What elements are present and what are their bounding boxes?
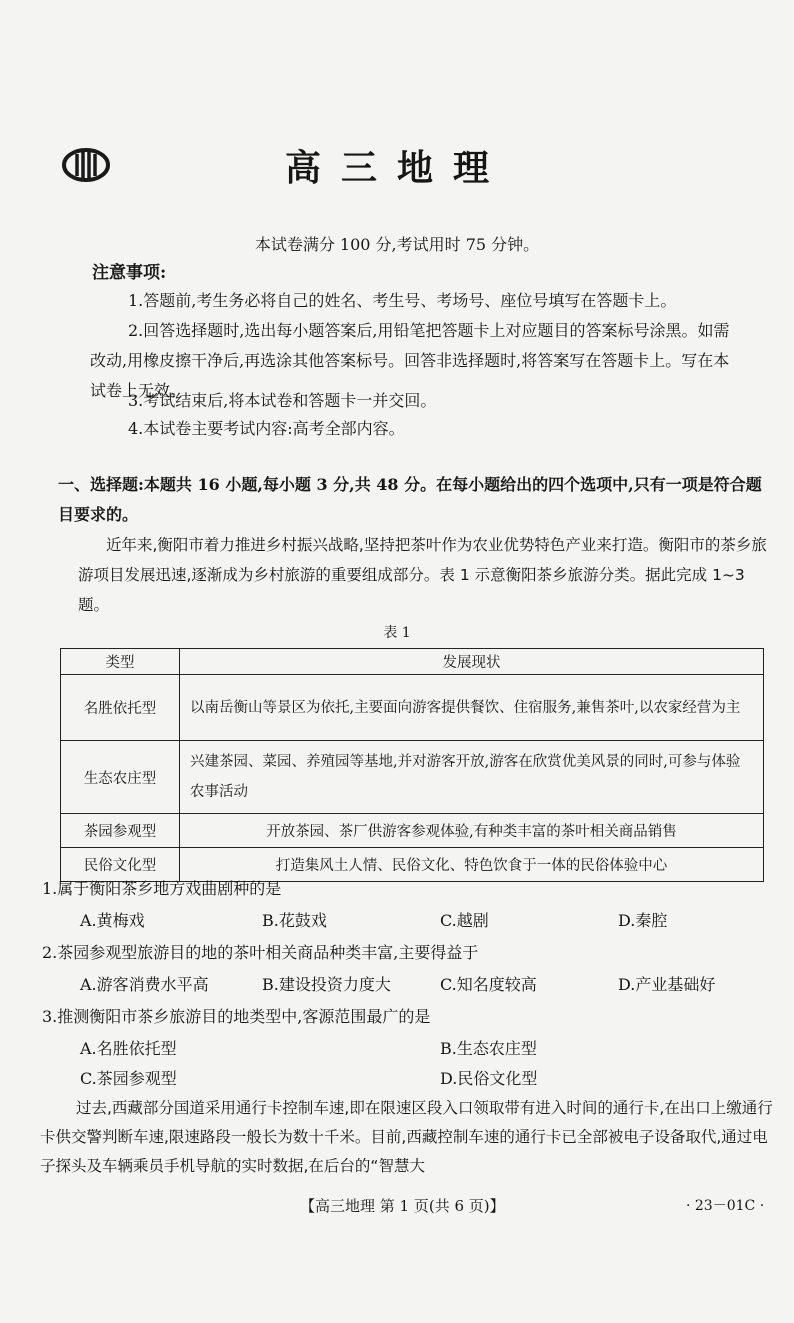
- question-3-option-b: B.生态农庄型: [440, 1039, 537, 1058]
- table-cell-type: 民俗文化型: [61, 848, 180, 882]
- table-header-type: 类型: [61, 649, 180, 675]
- table-row: [61, 814, 764, 848]
- table-cell-type: 生态农庄型: [61, 741, 180, 814]
- tourism-table: [60, 648, 764, 882]
- section-heading: 一、选择题:本题共 16 小题,每小题 3 分,共 48 分。在每小题给出的四个选项中,只有一项是符合题目要求的。: [58, 475, 762, 524]
- question-3-option-a: A.名胜依托型: [80, 1039, 177, 1058]
- question-2-option-d: D.产业基础好: [618, 975, 716, 994]
- question-1-stem: 1.属于衡阳茶乡地方戏曲剧种的是: [42, 879, 282, 898]
- notice-item-2: 2.回答选择题时,选出每小题答案后,用铅笔把答题卡上对应题目的答案标号涂黑。如需改动,用橡皮擦干净后,再选涂其他答案标号。回答非选择题时,将答案写在答题卡上。写在本试卷上无效。: [90, 321, 730, 400]
- question-2-option-b: B.建设投资力度大: [262, 975, 391, 994]
- question-3-option-d: D.民俗文化型: [440, 1069, 538, 1088]
- notice-title: 注意事项:: [92, 263, 167, 283]
- exam-code: · 23－01C ·: [686, 1198, 765, 1214]
- table-cell-desc: 兴建茶园、菜园、养殖园等基地,并对游客开放,游客在欣赏优美风景的同时,可参与体验农事活动: [180, 741, 764, 814]
- table-row: [61, 741, 764, 814]
- exam-subtitle: 本试卷满分 100 分,考试用时 75 分钟。: [254, 235, 540, 254]
- table-row: [61, 675, 764, 741]
- question-1-option-a: A.黄梅戏: [80, 911, 145, 930]
- question-3-stem: 3.推测衡阳市茶乡旅游目的地类型中,客源范围最广的是: [42, 1007, 431, 1026]
- table-cell-type: 茶园参观型: [61, 814, 180, 848]
- question-1-option-b: B.花鼓戏: [262, 911, 327, 930]
- notice-item-4: 4.本试卷主要考试内容:高考全部内容。: [128, 419, 405, 438]
- table-caption: 表 1: [383, 625, 411, 641]
- table-header-status: 发展现状: [180, 649, 764, 675]
- table-cell-desc: 开放茶园、茶厂供游客参观体验,有种类丰富的茶叶相关商品销售: [180, 814, 764, 848]
- passage-2: 过去,西藏部分国道采用通行卡控制车速,即在限速区段入口领取带有进入时间的通行卡,在出口上缴通行卡供交警判断车速,限速路段一般长为数十千米。目前,西藏控制车速的通行卡已全部被电子设备取代,通过电子探头及车辆乘员手机导航的实时数据,在后台的“智慧大: [40, 1099, 773, 1175]
- question-2-stem: 2.茶园参观型旅游目的地的茶叶相关商品种类丰富,主要得益于: [42, 943, 479, 962]
- notice-item-3: 3.考试结束后,将本试卷和答题卡一并交回。: [128, 391, 437, 410]
- question-3-option-c: C.茶园参观型: [80, 1069, 177, 1088]
- page-title: 高三地理: [284, 147, 509, 189]
- notice-item-1: 1.答题前,考生务必将自己的姓名、考生号、考场号、座位号填写在答题卡上。: [128, 291, 677, 310]
- table-cell-desc: 打造集风土人情、民俗文化、特色饮食于一体的民俗体验中心: [180, 848, 764, 882]
- question-2-option-a: A.游客消费水平高: [80, 975, 209, 994]
- passage-1: 近年来,衡阳市着力推进乡村振兴战略,坚持把茶叶作为农业优势特色产业来打造。衡阳市的茶乡旅游项目发展迅速,逐渐成为乡村旅游的重要组成部分。表 1 示意衡阳茶乡旅游分类。据此完成 1~3 题。: [78, 536, 767, 614]
- table-cell-desc: 以南岳衡山等景区为依托,主要面向游客提供餐饮、住宿服务,兼售茶叶,以农家经营为主: [180, 675, 764, 741]
- question-1-option-c: C.越剧: [440, 911, 489, 930]
- question-2-option-c: C.知名度较高: [440, 975, 537, 994]
- page-footer: 【高三地理 第 1 页(共 6 页)】: [300, 1197, 505, 1215]
- question-1-option-d: D.秦腔: [618, 911, 668, 930]
- table-header-row: [61, 649, 764, 675]
- table-cell-type: 名胜依托型: [61, 675, 180, 741]
